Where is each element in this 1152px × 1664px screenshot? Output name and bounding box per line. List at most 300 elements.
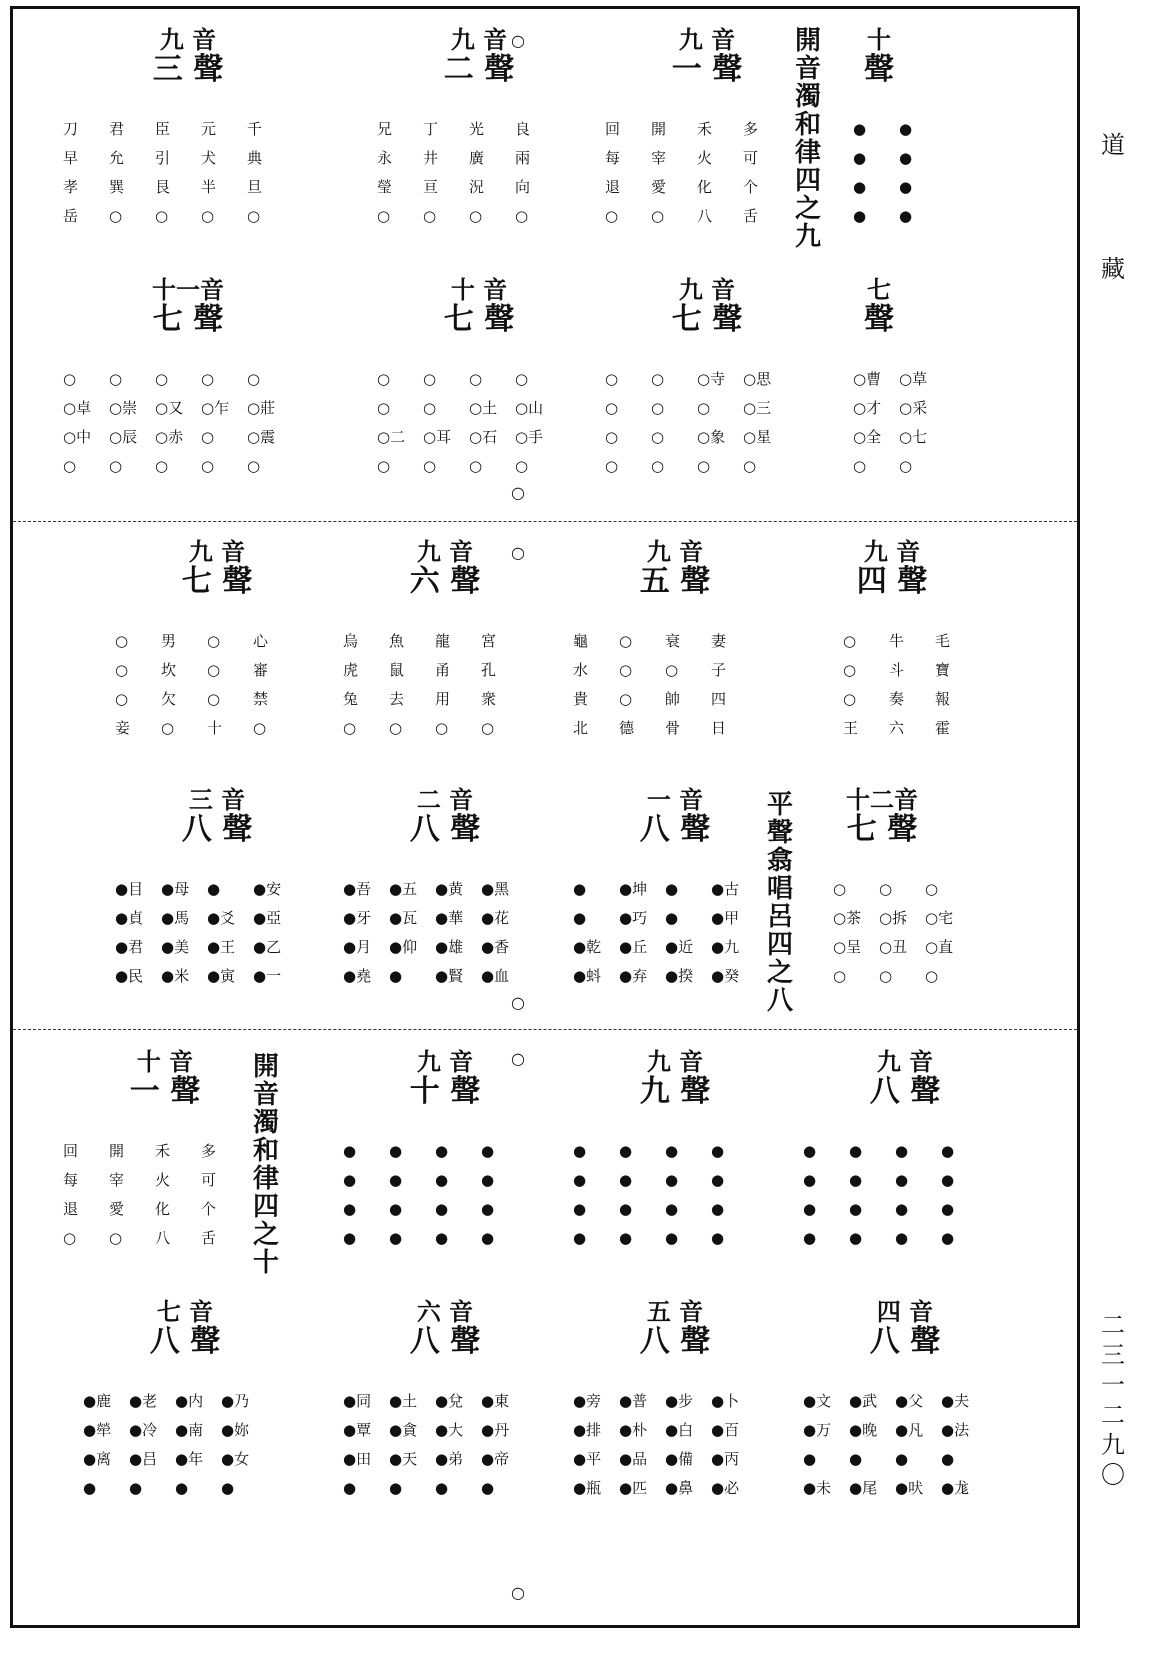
heading-line-2: 八 聲 <box>639 812 711 847</box>
grid-column <box>207 875 253 991</box>
grid-cell: 寶 <box>935 661 951 679</box>
grid-cell: ● <box>573 1142 587 1160</box>
grid-cell: 个 <box>743 178 759 196</box>
grid-cell: ○ <box>115 661 129 679</box>
grid-cell: ●揆 <box>665 967 694 985</box>
grid-cell: 永 <box>377 149 393 167</box>
grid-column <box>377 115 423 231</box>
grid-cell: ● <box>389 1479 403 1497</box>
grid-cell: 奏 <box>889 690 905 708</box>
character-grid <box>803 1387 987 1503</box>
character-grid <box>343 1137 527 1253</box>
circle-mark: ○ <box>511 1583 525 1602</box>
grid-column <box>435 1137 481 1253</box>
character-grid <box>115 875 299 991</box>
grid-cell: ●女 <box>221 1450 250 1468</box>
grid-cell: ○ <box>697 399 711 417</box>
grid-column <box>619 875 665 991</box>
grid-column <box>853 365 899 481</box>
grid-cell: ●一 <box>253 967 282 985</box>
grid-cell: 宰 <box>109 1171 125 1189</box>
grid-cell: 向 <box>515 178 531 196</box>
grid-column <box>515 365 561 481</box>
grid-cell: 舌 <box>743 207 759 225</box>
grid-cell: ● <box>803 1450 817 1468</box>
block-heading <box>181 785 253 847</box>
grid-column <box>469 365 515 481</box>
grid-cell: 日 <box>711 719 727 737</box>
grid-cell: ●覃 <box>343 1421 372 1439</box>
grid-cell: ○ <box>63 370 77 388</box>
grid-cell: 每 <box>605 149 621 167</box>
grid-cell: ○乍 <box>201 399 230 417</box>
grid-cell: ●品 <box>619 1450 648 1468</box>
circle-mark: ○ <box>511 993 525 1012</box>
grid-cell: ●亞 <box>253 909 282 927</box>
grid-cell: 審 <box>253 661 269 679</box>
grid-cell: 八 <box>697 207 713 225</box>
grid-cell: 開 <box>651 120 667 138</box>
grid-column <box>423 115 469 231</box>
grid-cell: 瑩 <box>377 178 393 196</box>
section-title-2: 平聲翕唱呂四之八 <box>766 790 793 1016</box>
section-divider <box>13 521 1077 522</box>
grid-cell: ○ <box>925 880 939 898</box>
grid-cell: ○ <box>377 457 391 475</box>
heading-line-2: 八 聲 <box>409 812 481 847</box>
grid-cell: 坎 <box>161 661 177 679</box>
grid-cell: 光 <box>469 120 485 138</box>
grid-column <box>711 1137 757 1253</box>
grid-cell: ○ <box>605 457 619 475</box>
grid-cell: ○ <box>201 207 215 225</box>
grid-cell: ○ <box>423 370 437 388</box>
grid-cell: ● <box>941 1450 955 1468</box>
page-number: 二三一二九〇 <box>1101 1311 1125 1489</box>
block-heading <box>149 1297 221 1359</box>
grid-cell: ●馬 <box>161 909 190 927</box>
grid-cell: ○ <box>207 661 221 679</box>
grid-column <box>743 365 789 481</box>
grid-column <box>619 1387 665 1503</box>
grid-cell: ● <box>573 1200 587 1218</box>
grid-cell: 虎 <box>343 661 359 679</box>
block-heading <box>443 275 515 337</box>
grid-cell: ●吾 <box>343 880 372 898</box>
grid-cell: 八 <box>155 1229 171 1247</box>
grid-column <box>925 875 971 991</box>
grid-cell: ● <box>129 1479 143 1497</box>
grid-cell: ● <box>481 1229 495 1247</box>
character-grid <box>63 365 293 481</box>
grid-cell: ●吕 <box>129 1450 158 1468</box>
grid-cell: ○ <box>651 370 665 388</box>
grid-cell: 貴 <box>573 690 589 708</box>
grid-cell: ○土 <box>469 399 498 417</box>
grid-cell: ○ <box>879 880 893 898</box>
grid-column <box>109 115 155 231</box>
grid-cell: ○ <box>155 457 169 475</box>
grid-cell: ○ <box>743 457 757 475</box>
grid-cell: ● <box>849 1229 863 1247</box>
grid-cell: ● <box>895 1450 909 1468</box>
grid-cell: 孝 <box>63 178 79 196</box>
heading-line-1: 九 音 <box>416 537 474 566</box>
grid-cell: ○ <box>515 370 529 388</box>
grid-cell: 子 <box>711 661 727 679</box>
grid-column <box>889 627 935 743</box>
heading-line-1: 十 音 <box>136 1047 194 1076</box>
heading-line-2: 七 聲 <box>443 302 515 337</box>
grid-cell: 水 <box>573 661 589 679</box>
grid-column <box>573 1137 619 1253</box>
grid-cell: ● <box>895 1171 909 1189</box>
grid-cell: ○ <box>253 719 267 737</box>
grid-cell: ●平 <box>573 1450 602 1468</box>
grid-cell: 兔 <box>343 690 359 708</box>
grid-cell: ○象 <box>697 428 726 446</box>
grid-cell: ○ <box>605 399 619 417</box>
grid-column <box>155 365 201 481</box>
heading-line-2: 七 聲 <box>671 302 743 337</box>
grid-cell: 四 <box>711 690 727 708</box>
grid-cell: 況 <box>469 178 485 196</box>
grid-cell: ● <box>343 1229 357 1247</box>
grid-cell: ● <box>849 1200 863 1218</box>
grid-cell: 去 <box>389 690 405 708</box>
grid-column <box>605 115 651 231</box>
character-grid <box>63 115 293 231</box>
grid-cell: ● <box>481 1479 495 1497</box>
grid-cell: ●冷 <box>129 1421 158 1439</box>
grid-column <box>711 875 757 991</box>
heading-line-1: 九 音 <box>678 275 736 304</box>
grid-cell: ● <box>665 909 679 927</box>
grid-cell: ● <box>435 1142 449 1160</box>
grid-cell: ●月 <box>343 938 372 956</box>
grid-cell: ●南 <box>175 1421 204 1439</box>
grid-cell: 旦 <box>247 178 263 196</box>
grid-cell: ● <box>853 207 867 225</box>
grid-cell: 可 <box>743 149 759 167</box>
character-grid <box>573 1387 757 1503</box>
grid-cell: ○ <box>423 399 437 417</box>
heading-line-2: 五 聲 <box>639 564 711 599</box>
grid-cell: 妻 <box>711 632 727 650</box>
heading-line-2: 一 聲 <box>129 1074 201 1109</box>
grid-cell: 禾 <box>155 1142 171 1160</box>
grid-column <box>343 1137 389 1253</box>
character-grid <box>83 1387 267 1503</box>
heading-line-2: 八 聲 <box>149 1324 221 1359</box>
heading-line-1: 九 音 <box>678 25 736 54</box>
heading-line-1: 九 音 <box>188 537 246 566</box>
grid-cell: ● <box>803 1200 817 1218</box>
section-title-3: 開音濁和律四之十 <box>252 1052 279 1278</box>
grid-cell: ●大 <box>435 1421 464 1439</box>
page-frame <box>10 6 1080 1628</box>
grid-cell: ●帝 <box>481 1450 510 1468</box>
grid-cell: 鼠 <box>389 661 405 679</box>
grid-cell: ● <box>435 1171 449 1189</box>
heading-line-1: 九 音 <box>416 1047 474 1076</box>
grid-cell: ○中 <box>63 428 92 446</box>
grid-cell: ● <box>941 1142 955 1160</box>
grid-cell: ● <box>665 1171 679 1189</box>
grid-cell: ● <box>481 1171 495 1189</box>
character-grid <box>803 1137 987 1253</box>
grid-column <box>843 627 889 743</box>
grid-cell: ● <box>619 1171 633 1189</box>
grid-cell: ○耳 <box>423 428 452 446</box>
grid-cell: ● <box>803 1142 817 1160</box>
grid-cell: ●目 <box>115 880 144 898</box>
grid-column <box>515 115 561 231</box>
grid-cell: ●排 <box>573 1421 602 1439</box>
grid-cell: ● <box>343 1142 357 1160</box>
grid-cell: ○ <box>651 428 665 446</box>
grid-cell: ● <box>83 1479 97 1497</box>
block-heading <box>856 537 928 599</box>
grid-cell: ○ <box>651 207 665 225</box>
grid-cell: ○ <box>109 1229 123 1247</box>
heading-line-1: 九 音 <box>876 1047 934 1076</box>
grid-cell: 孔 <box>481 661 497 679</box>
grid-cell: ○ <box>161 719 175 737</box>
grid-column <box>619 1137 665 1253</box>
grid-cell: 禾 <box>697 120 713 138</box>
grid-cell: ●乃 <box>221 1392 250 1410</box>
grid-cell: ●内 <box>175 1392 204 1410</box>
grid-cell: 丁 <box>423 120 439 138</box>
grid-cell: ●夫 <box>941 1392 970 1410</box>
grid-cell: ○石 <box>469 428 498 446</box>
heading-line-1: 十 音 <box>450 275 508 304</box>
section-title-1: 開音濁和律四之九 <box>794 26 821 252</box>
heading-line-2: 八 聲 <box>181 812 253 847</box>
grid-cell: ● <box>941 1229 955 1247</box>
grid-column <box>201 1137 247 1253</box>
grid-cell: 骨 <box>665 719 681 737</box>
heading-line-2: 九 聲 <box>639 1074 711 1109</box>
grid-cell: ○ <box>665 661 679 679</box>
heading-line-2: 六 聲 <box>409 564 481 599</box>
heading-line-2: 三 聲 <box>152 52 224 87</box>
grid-cell: ●黄 <box>435 880 464 898</box>
grid-cell: ○ <box>843 661 857 679</box>
grid-cell: ○ <box>605 207 619 225</box>
grid-cell: ○ <box>853 457 867 475</box>
heading-line-1: 十二音 <box>846 785 918 814</box>
grid-cell: ○ <box>843 690 857 708</box>
grid-cell: ○ <box>651 457 665 475</box>
grid-cell: ● <box>849 1450 863 1468</box>
grid-cell: ● <box>711 1200 725 1218</box>
grid-cell: ●法 <box>941 1421 970 1439</box>
grid-column <box>435 1387 481 1503</box>
grid-cell: 刀 <box>63 120 79 138</box>
grid-cell: ●美 <box>161 938 190 956</box>
grid-cell: 報 <box>935 690 951 708</box>
grid-cell: 个 <box>201 1200 217 1218</box>
grid-cell: ○丑 <box>879 938 908 956</box>
character-grid <box>573 875 757 991</box>
grid-cell: 多 <box>201 1142 217 1160</box>
grid-cell: ● <box>435 1479 449 1497</box>
grid-column <box>697 115 743 231</box>
grid-column <box>389 627 435 743</box>
grid-cell: ● <box>435 1200 449 1218</box>
grid-column <box>389 1387 435 1503</box>
character-grid <box>573 627 757 743</box>
grid-cell: ○ <box>435 719 449 737</box>
grid-column <box>63 1137 109 1253</box>
grid-cell: 王 <box>843 719 859 737</box>
heading-line-1: 九 音 <box>646 1047 704 1076</box>
block-heading <box>859 277 899 337</box>
grid-cell: 允 <box>109 149 125 167</box>
grid-column <box>253 875 299 991</box>
grid-column <box>389 1137 435 1253</box>
grid-cell: 典 <box>247 149 263 167</box>
grid-cell: ●爻 <box>207 909 236 927</box>
grid-cell: ●朴 <box>619 1421 648 1439</box>
grid-cell: ●巧 <box>619 909 648 927</box>
grid-cell: ●吠 <box>895 1479 924 1497</box>
grid-cell: ● <box>711 1142 725 1160</box>
grid-column <box>743 115 789 231</box>
grid-cell: ○ <box>389 719 403 737</box>
grid-cell: 男 <box>161 632 177 650</box>
grid-cell: 井 <box>423 149 439 167</box>
grid-cell: ●花 <box>481 909 510 927</box>
grid-cell: 宮 <box>481 632 497 650</box>
grid-cell: ○草 <box>899 370 928 388</box>
grid-cell: ●丘 <box>619 938 648 956</box>
grid-cell: ○ <box>469 370 483 388</box>
block-heading <box>846 785 918 847</box>
grid-cell: 多 <box>743 120 759 138</box>
grid-cell: 北 <box>573 719 589 737</box>
grid-column <box>935 627 981 743</box>
grid-cell: ○茶 <box>833 909 862 927</box>
grid-column <box>469 115 515 231</box>
grid-cell: 毛 <box>935 632 951 650</box>
heading-line-1: 九 音 <box>159 25 217 54</box>
character-grid <box>343 627 527 743</box>
character-grid <box>343 875 527 991</box>
grid-cell: ●旁 <box>573 1392 602 1410</box>
grid-cell: ●寅 <box>207 967 236 985</box>
grid-cell: ●妳 <box>221 1421 250 1439</box>
character-grid <box>377 115 561 231</box>
grid-column <box>343 1387 389 1503</box>
grid-cell: 艮 <box>155 178 171 196</box>
grid-cell: ● <box>849 1171 863 1189</box>
grid-cell: ○ <box>377 207 391 225</box>
circle-mark: ○ <box>511 1049 525 1068</box>
grid-cell: 元 <box>201 120 217 138</box>
grid-cell: 良 <box>515 120 531 138</box>
circle-mark: ○ <box>511 483 525 502</box>
grid-cell: ● <box>343 1479 357 1497</box>
grid-column <box>63 115 109 231</box>
grid-cell: ●同 <box>343 1392 372 1410</box>
grid-cell: ●血 <box>481 967 510 985</box>
heading-line-2: 七 聲 <box>152 302 224 337</box>
grid-cell: ○ <box>155 207 169 225</box>
grid-cell: ○ <box>423 207 437 225</box>
grid-cell: ● <box>481 1142 495 1160</box>
heading-line-1: 九 音 <box>646 537 704 566</box>
grid-cell: ●犖 <box>83 1421 112 1439</box>
grid-cell: ●黑 <box>481 880 510 898</box>
grid-cell: 烏 <box>343 632 359 650</box>
circle-mark: ○ <box>511 31 525 50</box>
heading-line-2: 八 聲 <box>639 1324 711 1359</box>
grid-column <box>895 1137 941 1253</box>
grid-cell: ○寺 <box>697 370 726 388</box>
grid-cell: ○ <box>201 457 215 475</box>
grid-cell: 牛 <box>889 632 905 650</box>
grid-column <box>899 365 945 481</box>
character-grid <box>833 875 971 991</box>
grid-cell: ●堯 <box>343 967 372 985</box>
grid-cell: ● <box>899 178 913 196</box>
grid-column <box>377 365 423 481</box>
grid-cell: 每 <box>63 1171 79 1189</box>
grid-cell: ●尾 <box>849 1479 878 1497</box>
grid-cell: ● <box>665 1200 679 1218</box>
grid-cell: ●尨 <box>941 1479 970 1497</box>
margin-title-top: 道 <box>1101 131 1125 159</box>
heading-line-1: 九 音 <box>450 25 508 54</box>
grid-cell: ○ <box>423 457 437 475</box>
heading-line-1: 十一音 <box>152 275 224 304</box>
grid-cell: ○星 <box>743 428 772 446</box>
grid-column <box>833 875 879 991</box>
grid-column <box>161 875 207 991</box>
grid-cell: 君 <box>109 120 125 138</box>
grid-cell: ○山 <box>515 399 544 417</box>
character-grid <box>573 1137 757 1253</box>
block-heading <box>671 25 743 87</box>
grid-cell: 六 <box>889 719 905 737</box>
grid-cell: ● <box>343 1171 357 1189</box>
grid-cell: ○ <box>247 370 261 388</box>
grid-cell: 犬 <box>201 149 217 167</box>
grid-cell: ● <box>573 880 587 898</box>
grid-cell: ○卓 <box>63 399 92 417</box>
grid-column <box>711 1387 757 1503</box>
grid-cell: ●弟 <box>435 1450 464 1468</box>
grid-cell: ●安 <box>253 880 282 898</box>
grid-cell: ●民 <box>115 967 144 985</box>
grid-cell: ●乙 <box>253 938 282 956</box>
grid-cell: ● <box>803 1229 817 1247</box>
grid-cell: ● <box>573 909 587 927</box>
grid-column <box>221 1387 267 1503</box>
grid-cell: ● <box>389 1200 403 1218</box>
grid-column <box>573 1387 619 1503</box>
grid-cell: ●貪 <box>389 1421 418 1439</box>
grid-cell: ●步 <box>665 1392 694 1410</box>
grid-cell: 臣 <box>155 120 171 138</box>
grid-column <box>481 1137 527 1253</box>
block-heading <box>152 275 224 337</box>
grid-column <box>129 1387 175 1503</box>
grid-cell: ○ <box>115 632 129 650</box>
